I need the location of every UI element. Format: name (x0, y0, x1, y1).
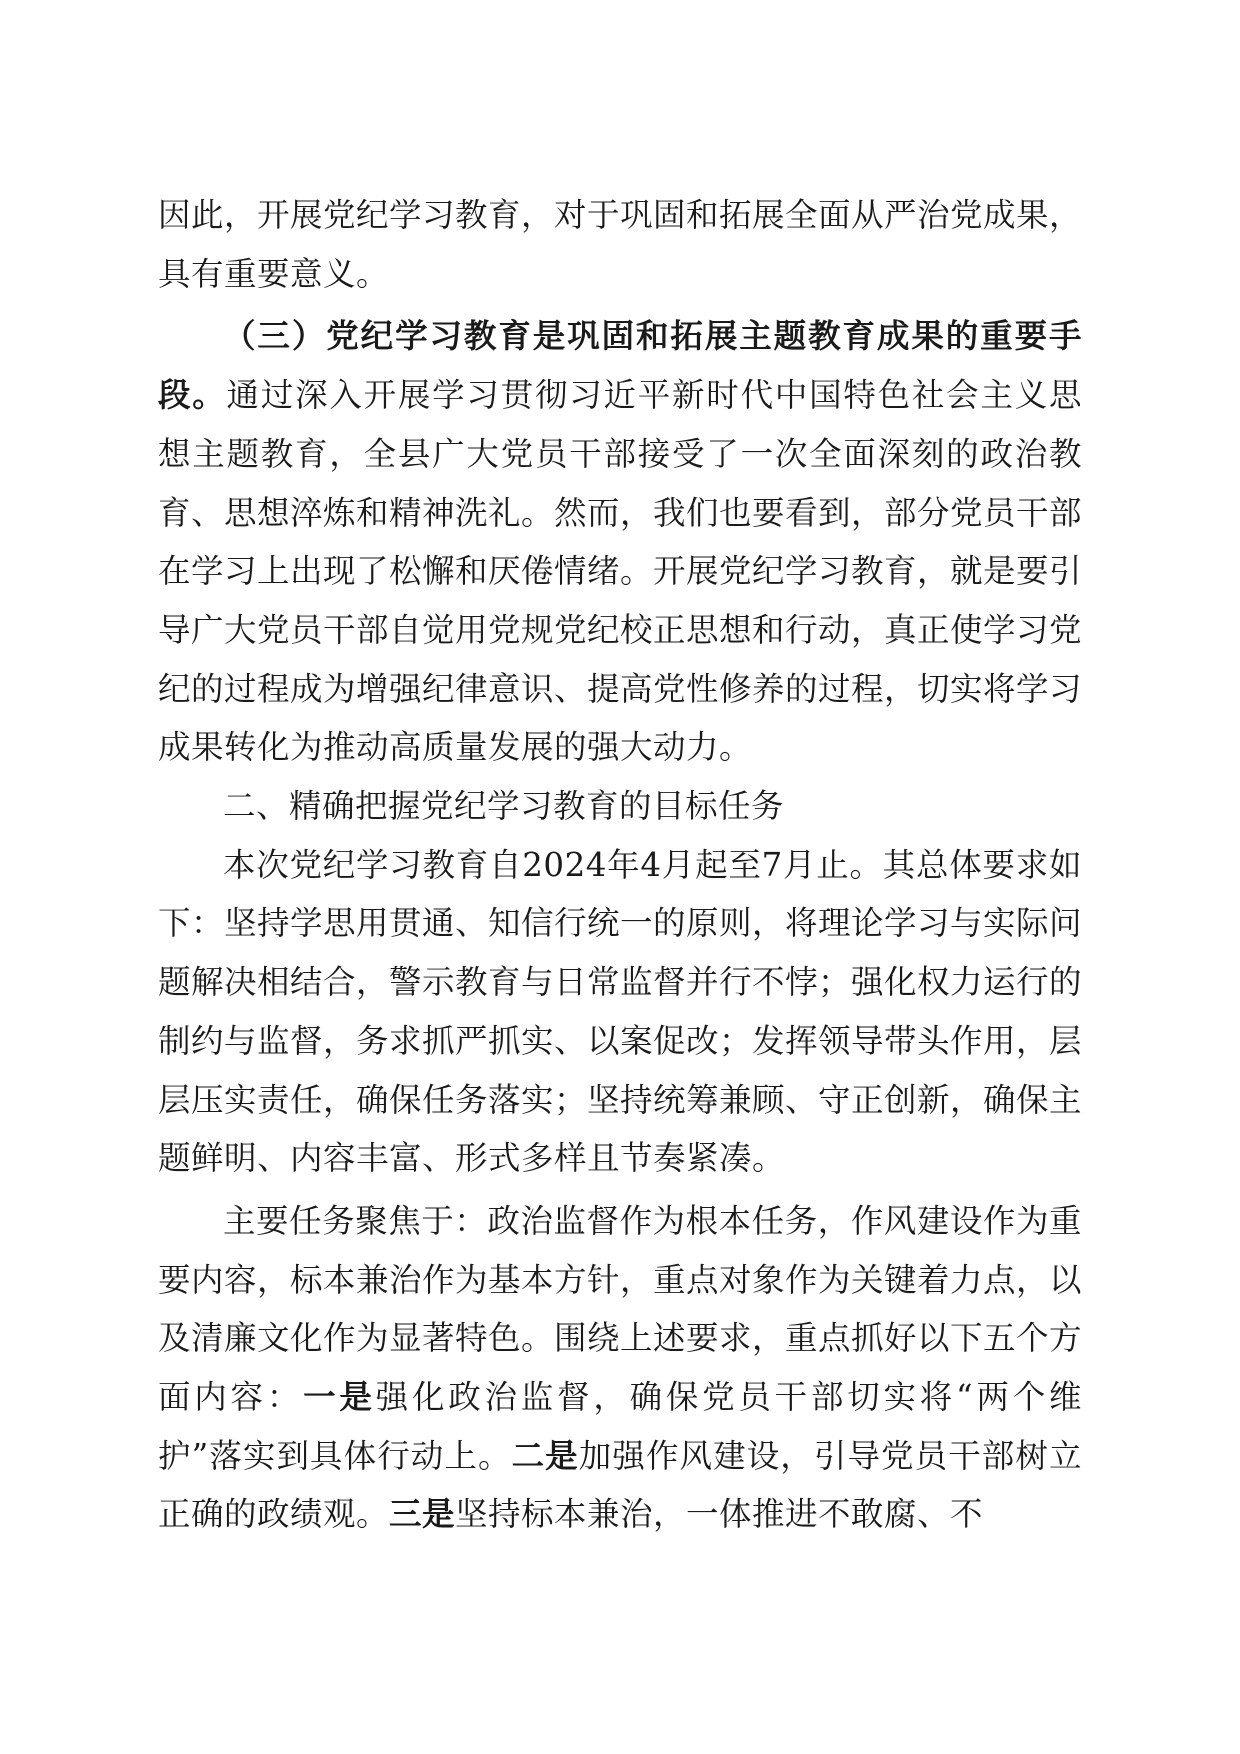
paragraph-text: 强化政治监督，确保党员干部切实将“两个维护”落实到具体行动上。 (158, 1378, 1082, 1475)
chapter-heading: 二、精确把握党纪学习教育的目标任务 (223, 787, 785, 826)
paragraph-tasks (158, 1192, 1082, 1544)
paragraph-requirements (158, 836, 1082, 1188)
paragraph-text: 通过深入开展学习贯彻习近平新时代中国特色社会主义思想主题教育，全县广大党员干部接受了一次全面深刻的政治教育、思想淬炼和精神洗礼。然而，我们也要看到，部分党员干部在学习上出现了松懈和厌倦情绪。开展党纪学习教育，就是要引导广大党员干部自觉用党规党纪校正思想和行动，真正使学习党纪的过程成为增强纪律意识、提高党性修养的过程，切实将学习成果转化为推动高质量发展的强大动力。 (158, 376, 1083, 767)
paragraph-conclusion (158, 186, 1082, 303)
paragraph-text: 加强作风建设，引导党员干部树立正确的政绩观。 (158, 1436, 1082, 1534)
section-heading-bold: （三）党纪学习教育是巩固和拓展主题教育成果的重要手段。 (158, 317, 1082, 415)
paragraph-text: 坚持标本兼治，一体推进不敢腐、不 (455, 1495, 984, 1534)
document-page (158, 186, 1082, 1544)
bold-marker-one: 一是 (303, 1378, 376, 1417)
paragraph-section-3 (158, 307, 1082, 777)
bold-marker-three: 三是 (389, 1495, 456, 1534)
bold-marker-two: 二是 (511, 1436, 579, 1475)
paragraph-text: 主要任务聚焦于：政治监督作为根本任务，作风建设作为重要内容，标本兼治作为基本方针，重点对象作为关键着力点，以及清廉文化作为显著特色。围绕上述要求，重点抓好以下五个方面内容： (158, 1201, 1083, 1417)
paragraph-text: 因此，开展党纪学习教育，对于巩固和拓展全面从严治党成果，具有重要意义。 (158, 196, 1083, 293)
paragraph-text: 本次党纪学习教育自2024年4月起至7月止。其总体要求如下：坚持学思用贯通、知信行统一的原则，将理论学习与实际问题解决相结合，警示教育与日常监督并行不悖；强化权力运行的制约与监督，务求抓严抓实、以案促改；发挥领导带头作用，层层压实责任，确保任务落实；坚持统筹兼顾、守正创新，确保主题鲜明、内容丰富、形式多样且节奏紧凑。 (158, 845, 1083, 1178)
